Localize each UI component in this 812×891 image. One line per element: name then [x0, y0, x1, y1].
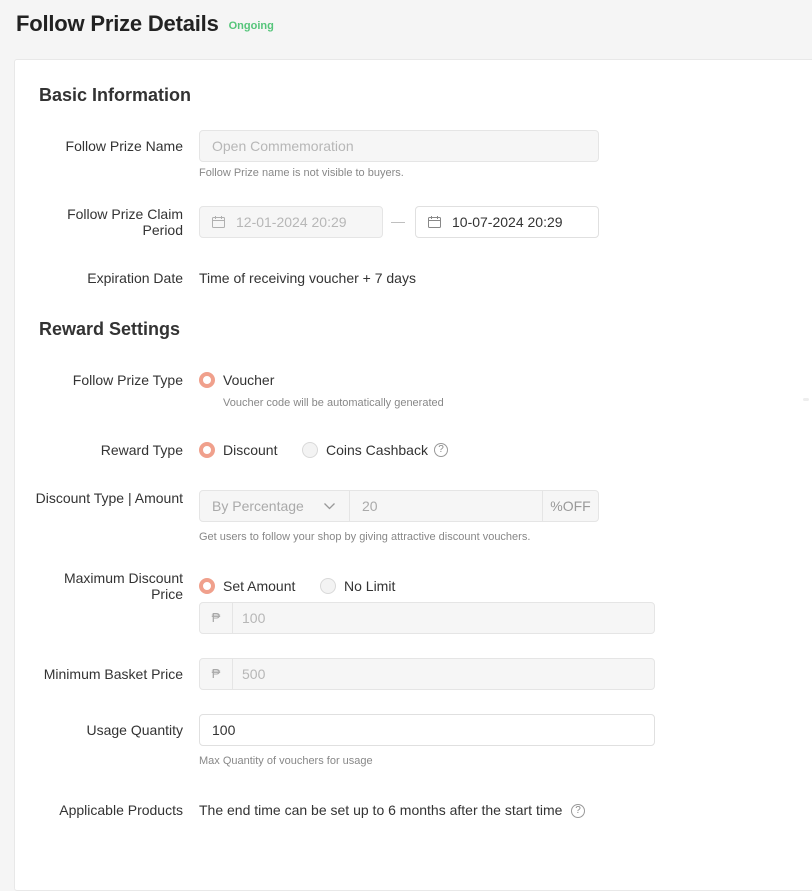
- maximum-discount-input[interactable]: [199, 602, 655, 634]
- chevron-down-icon: [324, 503, 335, 510]
- status-badge: Ongoing: [228, 20, 274, 32]
- follow-prize-name-value: Open Commemoration: [212, 138, 354, 154]
- usage-quantity-input[interactable]: [199, 714, 655, 746]
- voucher-hint: Voucher code will be automatically generated: [223, 397, 444, 409]
- section-title-reward-settings: Reward Settings: [39, 319, 181, 339]
- reward-type-label: Reward Type: [100, 442, 183, 458]
- follow-prize-name-hint: Follow Prize name is not visible to buyers.: [199, 167, 404, 179]
- no-limit-radio[interactable]: [320, 578, 336, 594]
- set-amount-option-label: Set Amount: [223, 578, 296, 594]
- question-circle-icon[interactable]: ?: [571, 804, 585, 818]
- discount-type-select[interactable]: [200, 491, 350, 521]
- discount-amount-input[interactable]: [350, 491, 542, 521]
- minimum-basket-price-label: Minimum Basket Price: [43, 666, 183, 682]
- applicable-products-label: Applicable Products: [59, 802, 183, 818]
- discount-hint: Get users to follow your shop by giving attractive discount vouchers.: [199, 531, 531, 543]
- discount-type-value: By Percentage: [212, 498, 304, 514]
- set-amount-radio[interactable]: [199, 578, 215, 594]
- no-limit-option-label: No Limit: [344, 578, 396, 594]
- coins-cashback-option-label: Coins Cashback: [326, 442, 428, 458]
- discount-type-amount-field: [199, 490, 599, 522]
- usage-quantity-label: Usage Quantity: [86, 722, 183, 738]
- calendar-icon: [212, 216, 225, 228]
- discount-type-amount-label: Discount Type | Amount: [35, 490, 183, 506]
- claim-period-label: Follow Prize Claim Period: [67, 206, 183, 238]
- page-header: [16, 10, 274, 38]
- follow-prize-name-input[interactable]: [199, 130, 599, 162]
- follow-prize-type-label: Follow Prize Type: [72, 372, 183, 388]
- coins-cashback-radio[interactable]: [302, 442, 318, 458]
- page-title: Follow Prize Details: [16, 11, 219, 36]
- voucher-option-label: Voucher: [223, 372, 275, 388]
- claim-period-end-value: 10-07-2024 20:29: [452, 214, 563, 230]
- maximum-discount-price-label: Maximum Discount Price: [63, 570, 183, 602]
- expiration-date-label: Expiration Date: [87, 270, 183, 286]
- minimum-basket-price-input[interactable]: [199, 658, 655, 690]
- discount-radio[interactable]: [199, 442, 215, 458]
- claim-period-start-value: 12-01-2024 20:29: [236, 214, 347, 230]
- follow-prize-name-label: Follow Prize Name: [65, 138, 183, 154]
- usage-quantity-hint: Max Quantity of vouchers for usage: [199, 755, 373, 767]
- minimum-basket-price-value: 500: [242, 666, 266, 682]
- expiration-date-value: Time of receiving voucher + 7 days: [199, 270, 416, 286]
- currency-symbol: ₱: [200, 659, 233, 689]
- date-range-separator: —: [391, 213, 405, 229]
- discount-amount-value: 20: [362, 498, 378, 514]
- currency-symbol: ₱: [200, 603, 233, 633]
- details-card: [14, 59, 812, 891]
- applicable-products-value: The end time can be set up to 6 months after the start time: [199, 802, 563, 818]
- scroll-indicator: [803, 398, 809, 401]
- voucher-radio[interactable]: [199, 372, 215, 388]
- question-circle-icon[interactable]: ?: [434, 443, 448, 457]
- calendar-icon: [428, 216, 441, 228]
- discount-suffix: %OFF: [542, 491, 598, 521]
- section-title-basic-information: Basic Information: [39, 85, 192, 105]
- claim-period-end-input[interactable]: [415, 206, 599, 238]
- maximum-discount-value: 100: [242, 610, 266, 626]
- discount-option-label: Discount: [223, 442, 278, 458]
- claim-period-start-input[interactable]: [199, 206, 383, 238]
- usage-quantity-value: 100: [212, 722, 236, 738]
